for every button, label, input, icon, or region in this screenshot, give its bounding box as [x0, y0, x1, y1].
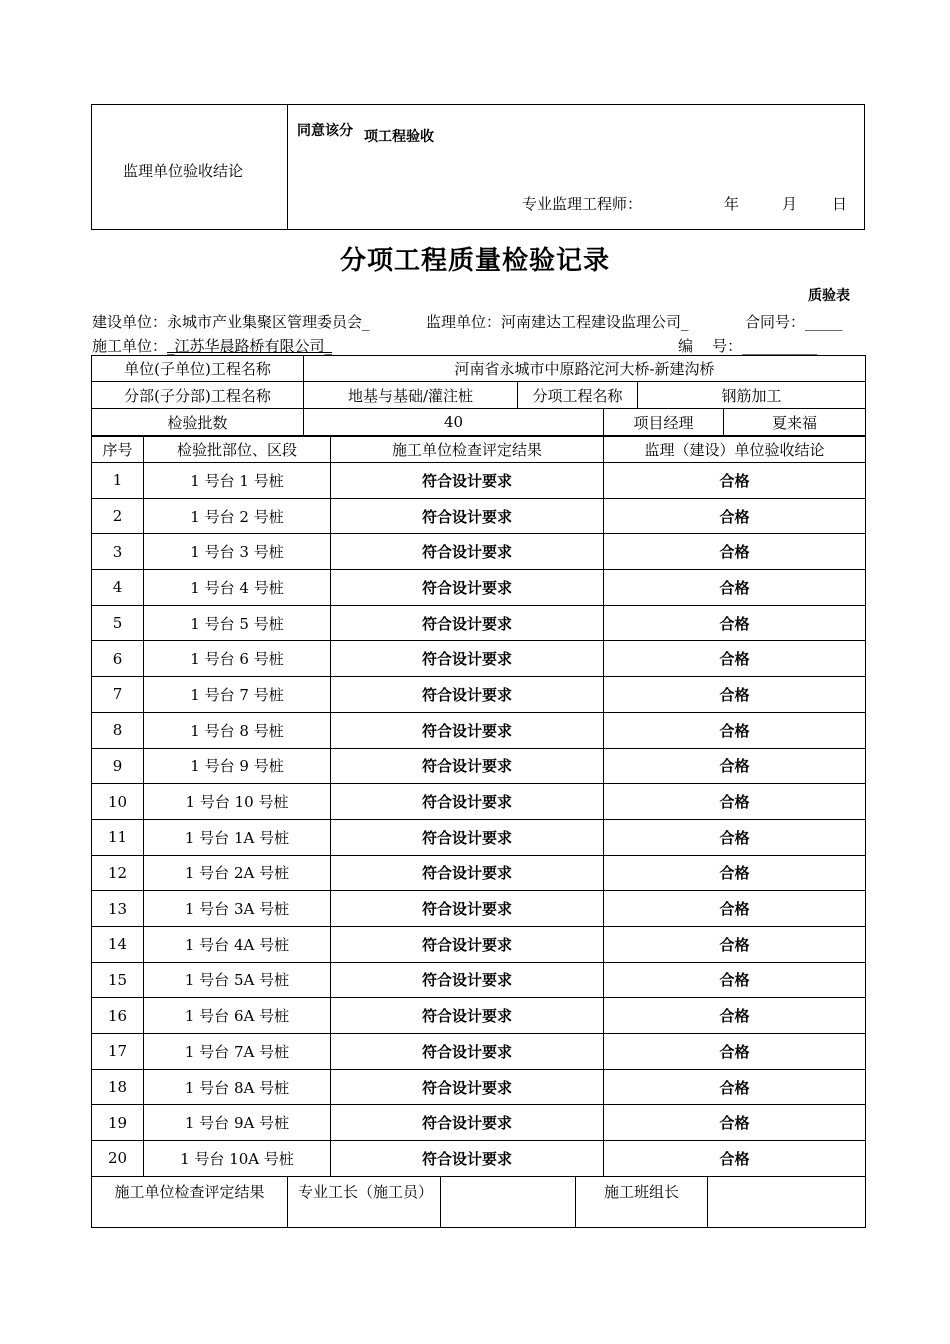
row-result: 符合设计要求 — [331, 748, 604, 784]
row-conclusion: 合格 — [604, 605, 866, 641]
table-row — [92, 641, 866, 677]
col-header-location: 检验批部位、区段 — [144, 437, 331, 463]
year-label: 年 — [724, 195, 740, 213]
unit-project-label: 单位(子单位)工程名称 — [92, 356, 304, 382]
row-result: 符合设计要求 — [331, 641, 604, 677]
table-row — [92, 784, 866, 820]
table-row — [92, 962, 866, 998]
form-code: 质验表 — [808, 288, 850, 304]
inspection-rows — [92, 463, 866, 1177]
row-conclusion: 合格 — [604, 1141, 866, 1177]
info-line-2 — [92, 335, 332, 356]
row-conclusion: 合格 — [604, 926, 866, 962]
table-row — [92, 819, 866, 855]
row-result: 符合设计要求 — [331, 712, 604, 748]
serial-value: __________ — [742, 337, 818, 355]
table-row — [92, 498, 866, 534]
row-conclusion: 合格 — [604, 962, 866, 998]
row-no: 15 — [92, 962, 144, 998]
row-location: 1 号台 5 号桩 — [144, 605, 331, 641]
row-no: 1 — [92, 463, 144, 499]
col-header-no: 序号 — [92, 437, 144, 463]
footer-team-leader-sign — [708, 1177, 866, 1228]
footer-table — [91, 1176, 866, 1228]
construction-unit-label: 建设单位： — [92, 313, 168, 331]
row-conclusion: 合格 — [604, 1069, 866, 1105]
row-location: 1 号台 2A 号桩 — [144, 855, 331, 891]
manager-name: 夏来福 — [724, 409, 866, 436]
row-location: 1 号台 5A 号桩 — [144, 962, 331, 998]
table-row — [92, 855, 866, 891]
row-result: 符合设计要求 — [331, 463, 604, 499]
row-conclusion: 合格 — [604, 1105, 866, 1141]
col-header-conclusion: 监理（建设）单位验收结论 — [604, 437, 866, 463]
row-result: 符合设计要求 — [331, 962, 604, 998]
footer-row — [92, 1177, 866, 1228]
row-no: 8 — [92, 712, 144, 748]
row-no: 6 — [92, 641, 144, 677]
row-no: 7 — [92, 677, 144, 713]
row-no: 16 — [92, 998, 144, 1034]
info-line-1 — [92, 311, 370, 332]
row-location: 1 号台 10A 号桩 — [144, 1141, 331, 1177]
row-result: 符合设计要求 — [331, 605, 604, 641]
row-conclusion: 合格 — [604, 998, 866, 1034]
supervision-conclusion-label: 监理单位验收结论 — [123, 162, 244, 180]
row-location: 1 号台 4 号桩 — [144, 570, 331, 606]
builder-label: 施工单位： — [92, 337, 168, 355]
item-name: 钢筋加工 — [638, 382, 866, 409]
row-no: 17 — [92, 1034, 144, 1070]
row-location: 1 号台 3 号桩 — [144, 534, 331, 570]
table-row — [92, 1069, 866, 1105]
row-result: 符合设计要求 — [331, 891, 604, 927]
row-location: 1 号台 3A 号桩 — [144, 891, 331, 927]
agree-text-2: 项工程验收 — [364, 129, 434, 145]
row-no: 11 — [92, 819, 144, 855]
supervision-divider — [287, 105, 288, 229]
row-result: 符合设计要求 — [331, 1034, 604, 1070]
row-location: 1 号台 6A 号桩 — [144, 998, 331, 1034]
info-line-2b — [678, 335, 817, 356]
row-conclusion: 合格 — [604, 712, 866, 748]
contract-label: 合同号： — [745, 313, 806, 331]
engineer-label: 专业监理工程师： — [522, 195, 643, 213]
supervision-unit-label: 监理单位： — [426, 313, 502, 331]
row-conclusion: 合格 — [604, 891, 866, 927]
row-location: 1 号台 7 号桩 — [144, 677, 331, 713]
row-conclusion: 合格 — [604, 570, 866, 606]
row-result: 符合设计要求 — [331, 534, 604, 570]
division-label: 分部(子分部)工程名称 — [92, 382, 304, 409]
row-result: 符合设计要求 — [331, 926, 604, 962]
unit-project-row — [92, 356, 866, 382]
builder: _江苏华晨路桥有限公司_ — [167, 337, 333, 355]
row-location: 1 号台 2 号桩 — [144, 498, 331, 534]
row-location: 1 号台 1A 号桩 — [144, 819, 331, 855]
row-result: 符合设计要求 — [331, 998, 604, 1034]
row-conclusion: 合格 — [604, 534, 866, 570]
row-no: 20 — [92, 1141, 144, 1177]
col-header-result: 施工单位检查评定结果 — [331, 437, 604, 463]
row-result: 符合设计要求 — [331, 819, 604, 855]
row-result: 符合设计要求 — [331, 1141, 604, 1177]
table-row — [92, 1034, 866, 1070]
row-conclusion: 合格 — [604, 463, 866, 499]
batch-row — [92, 409, 866, 436]
page-title: 分项工程质量检验记录 — [339, 246, 610, 276]
table-row — [92, 712, 866, 748]
row-location: 1 号台 10 号桩 — [144, 784, 331, 820]
division-name: 地基与基础/灌注桩 — [304, 382, 518, 409]
division-row — [92, 382, 866, 409]
row-conclusion: 合格 — [604, 498, 866, 534]
batch-label: 检验批数 — [92, 409, 304, 436]
footer-eval-label: 施工单位检查评定结果 — [92, 1177, 288, 1228]
manager-label: 项目经理 — [604, 409, 724, 436]
table-row — [92, 998, 866, 1034]
row-location: 1 号台 6 号桩 — [144, 641, 331, 677]
footer-team-leader-label: 施工班组长 — [576, 1177, 708, 1228]
footer-foreman-label: 专业工长（施工员） — [288, 1177, 441, 1228]
row-conclusion: 合格 — [604, 819, 866, 855]
unit-project-name: 河南省永城市中原路沱河大桥-新建沟桥 — [304, 356, 866, 382]
row-conclusion: 合格 — [604, 855, 866, 891]
row-conclusion: 合格 — [604, 641, 866, 677]
row-no: 5 — [92, 605, 144, 641]
row-no: 12 — [92, 855, 144, 891]
row-no: 18 — [92, 1069, 144, 1105]
row-no: 3 — [92, 534, 144, 570]
table-row — [92, 1141, 866, 1177]
row-location: 1 号台 9A 号桩 — [144, 1105, 331, 1141]
row-conclusion: 合格 — [604, 784, 866, 820]
supervision-unit: 河南建达工程建设监理公司_ — [501, 313, 689, 331]
agree-text-1: 同意该分 — [297, 123, 353, 139]
row-conclusion: 合格 — [604, 748, 866, 784]
row-result: 符合设计要求 — [331, 570, 604, 606]
row-location: 1 号台 4A 号桩 — [144, 926, 331, 962]
table-row — [92, 677, 866, 713]
row-result: 符合设计要求 — [331, 498, 604, 534]
row-result: 符合设计要求 — [331, 1069, 604, 1105]
row-result: 符合设计要求 — [331, 855, 604, 891]
table-row — [92, 748, 866, 784]
row-result: 符合设计要求 — [331, 784, 604, 820]
month-label: 月 — [782, 195, 798, 213]
table-row — [92, 534, 866, 570]
row-no: 14 — [92, 926, 144, 962]
table-row — [92, 891, 866, 927]
row-location: 1 号台 8 号桩 — [144, 712, 331, 748]
row-no: 10 — [92, 784, 144, 820]
table-row — [92, 570, 866, 606]
table-row — [92, 1105, 866, 1141]
row-location: 1 号台 9 号桩 — [144, 748, 331, 784]
inspection-table — [91, 436, 866, 1177]
row-location: 1 号台 8A 号桩 — [144, 1069, 331, 1105]
header-table — [91, 355, 866, 436]
table-row — [92, 605, 866, 641]
item-label: 分项工程名称 — [518, 382, 638, 409]
footer-foreman-sign — [441, 1177, 576, 1228]
table-row — [92, 926, 866, 962]
row-no: 4 — [92, 570, 144, 606]
row-result: 符合设计要求 — [331, 677, 604, 713]
row-no: 2 — [92, 498, 144, 534]
table-row — [92, 463, 866, 499]
serial-label: 编 号： — [678, 337, 743, 355]
batch-count: 40 — [304, 409, 604, 436]
row-no: 9 — [92, 748, 144, 784]
supervision-conclusion-box — [91, 104, 865, 230]
row-result: 符合设计要求 — [331, 1105, 604, 1141]
row-no: 13 — [92, 891, 144, 927]
row-no: 19 — [92, 1105, 144, 1141]
row-conclusion: 合格 — [604, 1034, 866, 1070]
day-label: 日 — [832, 195, 848, 213]
row-location: 1 号台 7A 号桩 — [144, 1034, 331, 1070]
construction-unit: 永城市产业集聚区管理委员会_ — [167, 313, 370, 331]
contract-value: _____ — [805, 313, 843, 331]
info-line-1c — [745, 311, 843, 332]
column-header-row — [92, 437, 866, 463]
row-conclusion: 合格 — [604, 677, 866, 713]
info-line-1b — [426, 311, 689, 332]
row-location: 1 号台 1 号桩 — [144, 463, 331, 499]
